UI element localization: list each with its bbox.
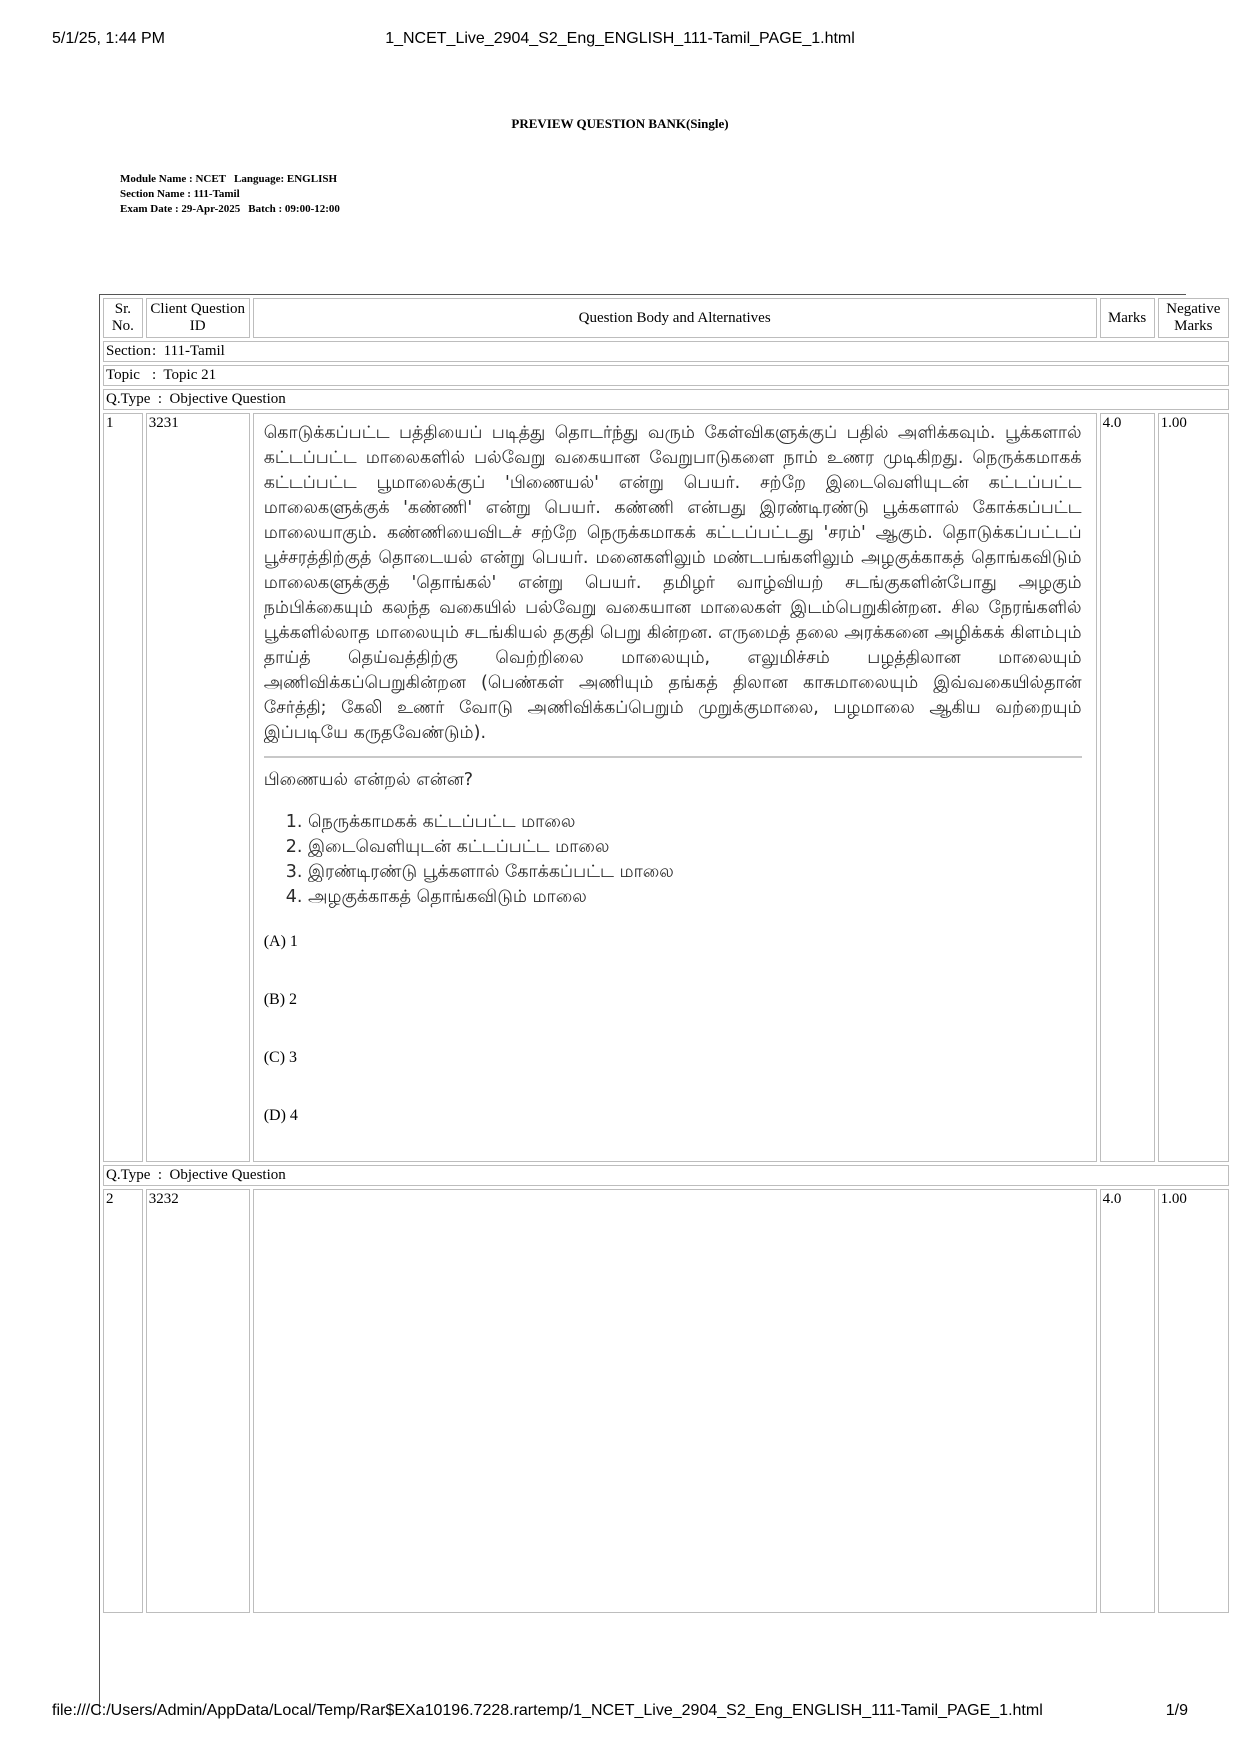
topic-row bbox=[103, 365, 1229, 386]
header-negative-marks: Negative Marks bbox=[1158, 298, 1229, 338]
qtype-row bbox=[103, 389, 1229, 410]
question-body bbox=[253, 1189, 1097, 1613]
batch: Batch : 09:00-12:00 bbox=[248, 203, 340, 215]
separator: : bbox=[157, 1167, 163, 1183]
question-text: பிணையல் என்றல் என்ன? bbox=[263, 770, 474, 790]
answer-alternative: (B) 2 bbox=[263, 991, 298, 1008]
qtype-value: Objective Question bbox=[169, 391, 286, 407]
print-footer bbox=[52, 1702, 1188, 1726]
question-option: 4. அழகுக்காகத் தொங்கவிடும் மாலை bbox=[285, 887, 587, 907]
print-document-title: 1_NCET_Live_2904_S2_Eng_ENGLISH_111-Tamil_PAGE_1.html bbox=[385, 30, 855, 47]
question-marks: 4.0 bbox=[1100, 413, 1155, 1162]
module-name: Module Name : NCET bbox=[120, 173, 227, 185]
answer-alternative: (C) 3 bbox=[263, 1049, 298, 1066]
exam-meta bbox=[120, 172, 340, 217]
question-row bbox=[103, 413, 1229, 1162]
question-row bbox=[103, 1189, 1229, 1613]
print-datetime: 5/1/25, 1:44 PM bbox=[52, 30, 165, 47]
separator: : bbox=[152, 367, 157, 383]
print-file-url: file:///C:/Users/Admin/AppData/Local/Temp/Rar$EXa10196.7228.rartemp/1_NCET_Live_2904_S2_Eng_ENGLISH_111-Tamil_PAGE_1.html bbox=[52, 1702, 1043, 1719]
question-option: 2. இடைவெளியுடன் கட்டப்பட்ட மாலை bbox=[285, 837, 610, 857]
question-option: 3. இரண்டிரண்டு பூக்களால் கோக்கப்பட்ட மாலை bbox=[285, 862, 674, 882]
qtype-row bbox=[103, 1165, 1229, 1186]
question-client-id: 3232 bbox=[146, 1189, 250, 1613]
topic-value: Topic 21 bbox=[163, 367, 217, 383]
question-body bbox=[253, 413, 1097, 1162]
question-options bbox=[286, 810, 1094, 910]
question-sr-no: 2 bbox=[103, 1189, 143, 1613]
answer-alternative: (D) 4 bbox=[263, 1107, 298, 1124]
header-marks: Marks bbox=[1100, 298, 1155, 338]
question-client-id: 3231 bbox=[146, 413, 250, 1162]
question-option: 1. நெருக்காமகக் கட்டப்பட்ட மாலை bbox=[285, 812, 576, 832]
section-label: Section bbox=[106, 343, 151, 359]
section-value: 111-Tamil bbox=[163, 343, 225, 359]
section-row bbox=[103, 341, 1229, 362]
header-sr-no: Sr. No. bbox=[103, 298, 143, 338]
print-header bbox=[52, 30, 1188, 54]
question-passage: கொடுக்கப்பட்ட பத்தியைப் படித்து தொடர்ந்து வரும் கேள்விகளுக்குப் பதில் அளிக்கவும். பூக்களால் கட்டப்பட்ட மாலைகளில் பல்வேறு வகையான வேறுபாடுகளை நாம் உணர முடிகிறது. நெருக்கமாகக் கட்டப்பட்ட பூமாலைக்குப் 'பிணையல்' என்று பெயர். சற்றே இடைவெளியுடன் கட்டப்பட்ட மாலைகளுக்குக் 'கண்ணி' என்று பெயர். கண்ணி என்பது இரண்டிரண்டு பூக்களால் கோக்கப்பட்ட மாலையாகும். கண்ணியைவிடச் சற்றே நெருக்கமாகக் கட்டப்பட்டது 'சரம்' ஆகும். தொடுக்கப்பட்டப் பூச்சரத்திற்குத் தொடையல் என்று பெயர். மனைகளிலும் மண்டபங்களிலும் அழகுக்காகத் தொங்கவிடும் மாலைகளுக்குத் 'தொங்கல்' என்று பெயர். தமிழர் வாழ்வியற் சடங்குகளின்போது அழகும் நம்பிக்கையும் கலந்த வகையில் பல்வேறு வகையான மாலைகள் இடம்பெறுகின்றன. சில நேரங்களில் பூக்களில்லாத மாலையும் சடங்கியல் தகுதி பெறு கின்றன. எருமைத் தலை அரக்கனை அழிக்கக் கிளம்பும் தாய்த் தெய்வத்திற்கு வெற்றிலை மாலையும், எலுமிச்சம் பழத்திலான மாலையும் அணிவிக்கப்பெறுகின்றன (பெண்கள் அணியும் தங்கத் திலான காசுமாலையும் இவ்வகையில்தான் சேர்த்தி; கேலி உணர் வோடு அணிவிக்கப்பெறும் முறுக்குமாலை, பழமாலை ஆகிய வற்றையும் இப்படியே கருதவேண்டும்). bbox=[263, 423, 1082, 743]
question-marks: 4.0 bbox=[1100, 1189, 1155, 1613]
qtype-label: Q.Type bbox=[106, 1167, 151, 1183]
header-client-question-id: Client Question ID bbox=[146, 298, 250, 338]
answer-alternative: (A) 1 bbox=[263, 933, 298, 950]
divider bbox=[264, 756, 1082, 758]
language: Language: ENGLISH bbox=[234, 173, 338, 185]
question-negative-marks: 1.00 bbox=[1158, 1189, 1229, 1613]
section-name: Section Name : 111-Tamil bbox=[120, 188, 240, 200]
separator: : bbox=[157, 391, 163, 407]
exam-date: Exam Date : 29-Apr-2025 bbox=[120, 203, 241, 215]
question-negative-marks: 1.00 bbox=[1158, 413, 1229, 1162]
question-sr-no: 1 bbox=[103, 413, 143, 1162]
table-header-row bbox=[103, 298, 1229, 338]
question-table bbox=[100, 295, 1232, 1616]
separator: : bbox=[152, 343, 157, 359]
preview-title: PREVIEW QUESTION BANK(Single) bbox=[511, 116, 729, 131]
qtype-label: Q.Type bbox=[106, 391, 151, 407]
qtype-value: Objective Question bbox=[169, 1167, 286, 1183]
topic-label: Topic bbox=[106, 367, 140, 383]
print-page-number: 1/9 bbox=[1165, 1702, 1188, 1719]
header-question-body: Question Body and Alternatives bbox=[253, 298, 1097, 338]
question-table-container bbox=[99, 294, 1221, 1715]
